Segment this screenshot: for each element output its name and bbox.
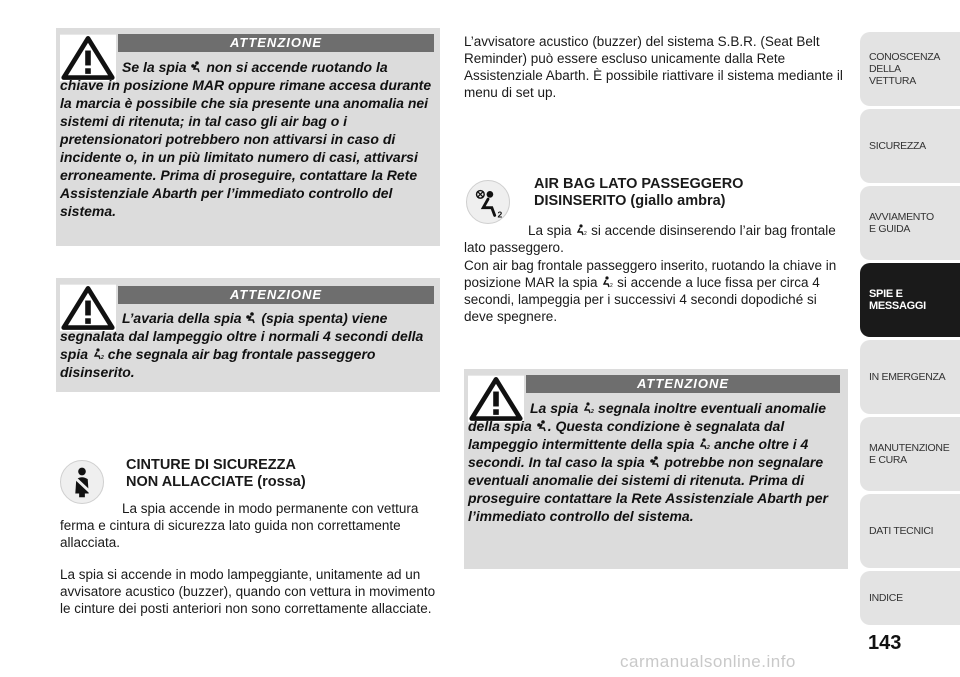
svg-text:2: 2 bbox=[591, 409, 594, 414]
page-number: 143 bbox=[868, 632, 902, 654]
seatbelt-paragraph-1: La spia accende in modo permanente con vettura ferma e cintura di sicurezza lato guida non correttamente allacciata. bbox=[60, 501, 419, 550]
tab-sicurezza[interactable]: SICUREZZA bbox=[860, 109, 960, 183]
svg-text:2: 2 bbox=[100, 355, 104, 360]
passenger-airbag-off-icon bbox=[698, 438, 710, 450]
svg-text:2: 2 bbox=[497, 209, 503, 220]
airbag-fault-icon bbox=[245, 312, 257, 324]
warning-box-passenger-airbag bbox=[464, 369, 848, 569]
warning-header: ATTENZIONE bbox=[118, 34, 434, 52]
warning-header: ATTENZIONE bbox=[526, 375, 840, 393]
airbag-fault-icon bbox=[536, 420, 548, 432]
airbag-fault-icon bbox=[190, 61, 202, 73]
warning-box-lamp-failure bbox=[56, 278, 440, 392]
airbag-title: AIR BAG LATO PASSEGGERO DISINSERITO (giallo ambra) bbox=[534, 176, 744, 209]
warning-header: ATTENZIONE bbox=[118, 286, 434, 304]
svg-text:2: 2 bbox=[707, 445, 711, 450]
passenger-airbag-off-icon bbox=[575, 224, 587, 236]
svg-text:2: 2 bbox=[584, 231, 588, 236]
warning-text: L’avaria della spia (spia spenta) viene segnalata dal lampeggio oltre i normali 4 secondi della spia 2 che segnala air bag frontale passeggero disinserito. bbox=[60, 310, 424, 380]
seatbelt-title: CINTURE DI SICUREZZA NON ALLACCIATE (rossa) bbox=[126, 457, 306, 490]
warning-box-airbag-fault bbox=[56, 28, 440, 246]
tab-conoscenza-vettura[interactable]: CONOSCENZA DELLA VETTURA bbox=[860, 32, 960, 106]
warning-text: Se la spia non si accende ruotando la chiave in posizione MAR oppure rimane accesa durante la marcia è possibile che sia presente una anomalia nei sistemi di ritenuta; in tal caso gli air bag o i pretensionatori potrebbero non attivarsi in caso di incidente o, in un più limitato numero di casi, attivarsi erroneamente. Prima di proseguire, contattare la Rete Assistenziale Abarth per l’immediato controllo del sistema. bbox=[60, 59, 432, 219]
seatbelt-paragraph-2: La spia si accende in modo lampeggiante, unitamente ad un avvisatore acustico (buzzer), quando con vettura in movimento le cinture dei posti anteriori non sono correttamente allacciate. bbox=[60, 567, 436, 616]
passenger-airbag-off-icon bbox=[466, 180, 510, 224]
tab-avviamento-guida[interactable]: AVVIAMENTO E GUIDA bbox=[860, 186, 960, 260]
tab-spie-messaggi[interactable]: SPIE E MESSAGGI bbox=[860, 263, 960, 337]
warning-text: La spia 2 segnala inoltre eventuali anomalie della spia . Questa condizione è segnalata dal lampeggio intermittente della spia 2 anche oltre i 4 secondi. In tal caso la spia potrebbe non segnalare eventuali anomalie dei sistemi di ritenuta. Prima di proseguire contattare la Rete Assistenziale Abarth per l’immediato controllo del sistema. bbox=[468, 400, 828, 524]
tab-dati-tecnici[interactable]: DATI TECNICI bbox=[860, 494, 960, 568]
seatbelt-warning-icon bbox=[60, 460, 104, 504]
chapter-tabs bbox=[860, 0, 960, 677]
tab-indice[interactable]: INDICE bbox=[860, 571, 960, 625]
svg-text:2: 2 bbox=[610, 283, 614, 288]
airbag-fault-icon bbox=[649, 456, 661, 468]
airbag-paragraph-1: La spia 2 si accende disinserendo l’air bag frontale lato passeggero. bbox=[464, 223, 836, 255]
buzzer-paragraph: L’avvisatore acustico (buzzer) del sistema S.B.R. (Seat Belt Reminder) può essere escluso unicamente dalla Rete Assistenziale Abarth. È possibile riattivare il sistema mediante il menu di set up. bbox=[464, 34, 843, 100]
tab-manutenzione-cura[interactable]: MANUTENZIONE E CURA bbox=[860, 417, 960, 491]
passenger-airbag-off-icon bbox=[92, 348, 104, 360]
watermark: carmanualsonline.info bbox=[620, 652, 796, 671]
passenger-airbag-off-icon bbox=[601, 276, 613, 288]
airbag-paragraph-2: Con air bag frontale passeggero inserito, ruotando la chiave in posizione MAR la spia 2 si accende a luce fissa per circa 4 secondi, lampeggia per i successivi 4 secondi dopodiché si deve spegnere. bbox=[464, 258, 837, 324]
passenger-airbag-off-icon bbox=[582, 402, 594, 414]
tab-in-emergenza[interactable]: IN EMERGENZA bbox=[860, 340, 960, 414]
